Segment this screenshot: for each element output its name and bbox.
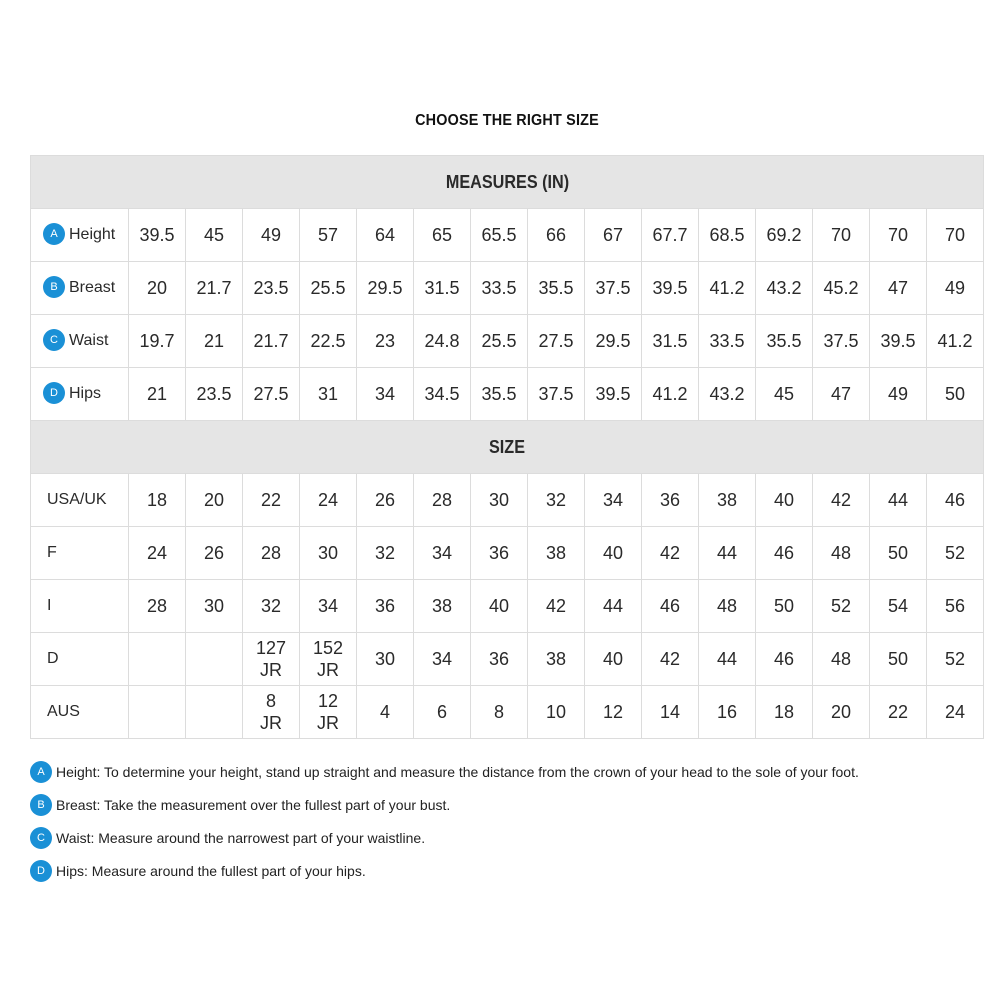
table-cell: 70 xyxy=(927,209,984,262)
table-cell: 18 xyxy=(129,474,186,527)
size-chart-table xyxy=(30,155,984,739)
table-cell: 32 xyxy=(243,580,300,633)
table-cell: 27.5 xyxy=(528,315,585,368)
table-row xyxy=(31,368,984,421)
legend-item xyxy=(30,755,990,788)
table-cell: 54 xyxy=(870,580,927,633)
table-cell: 14 xyxy=(642,686,699,739)
table-cell: 8 xyxy=(471,686,528,739)
table-cell: 24 xyxy=(300,474,357,527)
badge-d-icon: D xyxy=(43,382,65,404)
table-cell: 21.7 xyxy=(186,262,243,315)
table-cell: 44 xyxy=(870,474,927,527)
table-cell: 38 xyxy=(528,527,585,580)
table-cell: 45 xyxy=(186,209,243,262)
table-cell xyxy=(129,633,186,686)
table-cell: 48 xyxy=(699,580,756,633)
badge-a-icon: A xyxy=(30,761,52,783)
table-cell: 45.2 xyxy=(813,262,870,315)
table-cell: 41.2 xyxy=(927,315,984,368)
table-cell: 34 xyxy=(300,580,357,633)
table-cell: 21.7 xyxy=(243,315,300,368)
table-cell: 29.5 xyxy=(357,262,414,315)
row-label-text: Height xyxy=(69,226,116,244)
table-cell: 28 xyxy=(414,474,471,527)
table-cell: 6 xyxy=(414,686,471,739)
table-cell: 50 xyxy=(756,580,813,633)
table-cell: 32 xyxy=(528,474,585,527)
table-cell: 37.5 xyxy=(585,262,642,315)
table-cell: 24.8 xyxy=(414,315,471,368)
table-cell: 49 xyxy=(870,368,927,421)
table-cell: 8 JR xyxy=(243,686,300,739)
table-cell: 49 xyxy=(243,209,300,262)
table-cell: 42 xyxy=(642,527,699,580)
table-cell: 50 xyxy=(870,633,927,686)
table-row xyxy=(31,262,984,315)
table-row xyxy=(31,686,984,739)
table-cell: 42 xyxy=(528,580,585,633)
row-label-text: USA/UK xyxy=(47,491,107,508)
table-cell: 37.5 xyxy=(528,368,585,421)
badge-c-icon: C xyxy=(30,827,52,849)
table-cell xyxy=(129,686,186,739)
table-cell: 37.5 xyxy=(813,315,870,368)
table-cell: 52 xyxy=(927,527,984,580)
table-cell: 23.5 xyxy=(186,368,243,421)
table-cell: 40 xyxy=(756,474,813,527)
table-cell: 48 xyxy=(813,633,870,686)
table-cell: 20 xyxy=(186,474,243,527)
size-row-label xyxy=(31,527,129,580)
legend-text: Height: To determine your height, stand up straight and measure the distance from the crown of your head to the sole of your foot. xyxy=(56,763,859,780)
table-cell: 39.5 xyxy=(870,315,927,368)
table-cell: 22 xyxy=(243,474,300,527)
table-cell: 21 xyxy=(186,315,243,368)
badge-c-icon: C xyxy=(43,329,65,351)
size-header: SIZE xyxy=(31,421,984,474)
table-cell: 36 xyxy=(471,633,528,686)
table-cell: 31.5 xyxy=(642,315,699,368)
table-cell: 31.5 xyxy=(414,262,471,315)
table-cell: 66 xyxy=(528,209,585,262)
table-cell: 21 xyxy=(129,368,186,421)
table-cell: 28 xyxy=(129,580,186,633)
measures-header: MEASURES (IN) xyxy=(31,156,984,209)
measure-row-label xyxy=(31,209,129,262)
table-cell: 24 xyxy=(129,527,186,580)
table-cell: 20 xyxy=(813,686,870,739)
table-cell: 34.5 xyxy=(414,368,471,421)
table-cell: 43.2 xyxy=(756,262,813,315)
badge-b-icon: B xyxy=(43,276,65,298)
table-cell: 50 xyxy=(870,527,927,580)
size-row-label xyxy=(31,686,129,739)
table-cell: 56 xyxy=(927,580,984,633)
table-cell: 35.5 xyxy=(528,262,585,315)
table-cell: 47 xyxy=(870,262,927,315)
table-cell: 39.5 xyxy=(642,262,699,315)
row-label-text: D xyxy=(47,650,59,667)
table-cell: 33.5 xyxy=(471,262,528,315)
table-cell: 32 xyxy=(357,527,414,580)
legend-text: Breast: Take the measurement over the fullest part of your bust. xyxy=(56,796,451,813)
table-cell: 57 xyxy=(300,209,357,262)
table-cell: 29.5 xyxy=(585,315,642,368)
measure-row-label xyxy=(31,368,129,421)
table-cell: 42 xyxy=(813,474,870,527)
table-cell: 33.5 xyxy=(699,315,756,368)
table-cell: 12 JR xyxy=(300,686,357,739)
table-cell: 52 xyxy=(927,633,984,686)
table-cell: 34 xyxy=(414,527,471,580)
measurement-legend xyxy=(30,755,990,887)
table-cell: 64 xyxy=(357,209,414,262)
table-cell: 42 xyxy=(642,633,699,686)
badge-b-icon: B xyxy=(30,794,52,816)
table-cell: 35.5 xyxy=(471,368,528,421)
measures-header-row xyxy=(31,156,984,209)
table-cell: 43.2 xyxy=(699,368,756,421)
legend-text: Waist: Measure around the narrowest part of your waistline. xyxy=(56,829,426,846)
table-cell: 19.7 xyxy=(129,315,186,368)
table-cell: 20 xyxy=(129,262,186,315)
legend-item xyxy=(30,788,990,821)
table-cell: 34 xyxy=(414,633,471,686)
table-cell: 48 xyxy=(813,527,870,580)
table-row xyxy=(31,315,984,368)
table-cell: 30 xyxy=(186,580,243,633)
table-cell: 27.5 xyxy=(243,368,300,421)
row-label-text: Hips xyxy=(69,385,102,403)
table-cell: 16 xyxy=(699,686,756,739)
table-cell: 30 xyxy=(357,633,414,686)
row-label-text: Breast xyxy=(69,279,116,297)
table-cell xyxy=(186,686,243,739)
table-cell: 67 xyxy=(585,209,642,262)
size-header-row xyxy=(31,421,984,474)
table-cell: 70 xyxy=(813,209,870,262)
table-cell: 26 xyxy=(357,474,414,527)
table-row xyxy=(31,474,984,527)
table-cell: 36 xyxy=(642,474,699,527)
table-cell: 68.5 xyxy=(699,209,756,262)
table-cell: 24 xyxy=(927,686,984,739)
table-cell: 44 xyxy=(585,580,642,633)
table-cell: 52 xyxy=(813,580,870,633)
badge-a-icon: A xyxy=(43,223,65,245)
table-cell: 46 xyxy=(756,633,813,686)
table-cell: 69.2 xyxy=(756,209,813,262)
table-cell: 18 xyxy=(756,686,813,739)
table-cell: 65.5 xyxy=(471,209,528,262)
table-row xyxy=(31,633,984,686)
table-cell: 40 xyxy=(471,580,528,633)
table-cell: 28 xyxy=(243,527,300,580)
table-cell: 34 xyxy=(357,368,414,421)
table-cell: 26 xyxy=(186,527,243,580)
table-row xyxy=(31,527,984,580)
table-cell: 38 xyxy=(414,580,471,633)
table-cell: 41.2 xyxy=(699,262,756,315)
table-cell: 41.2 xyxy=(642,368,699,421)
size-row-label xyxy=(31,580,129,633)
table-cell: 23 xyxy=(357,315,414,368)
table-cell: 44 xyxy=(699,633,756,686)
table-cell: 38 xyxy=(699,474,756,527)
table-cell: 46 xyxy=(642,580,699,633)
table-cell: 67.7 xyxy=(642,209,699,262)
legend-text: Hips: Measure around the fullest part of your hips. xyxy=(56,862,366,879)
table-cell: 127 JR xyxy=(243,633,300,686)
table-cell: 36 xyxy=(357,580,414,633)
table-cell: 50 xyxy=(927,368,984,421)
table-cell xyxy=(186,633,243,686)
size-row-label xyxy=(31,474,129,527)
table-cell: 40 xyxy=(585,633,642,686)
table-cell: 35.5 xyxy=(756,315,813,368)
table-cell: 47 xyxy=(813,368,870,421)
table-cell: 49 xyxy=(927,262,984,315)
badge-d-icon: D xyxy=(30,860,52,882)
table-cell: 39.5 xyxy=(585,368,642,421)
table-cell: 70 xyxy=(870,209,927,262)
table-cell: 23.5 xyxy=(243,262,300,315)
table-cell: 12 xyxy=(585,686,642,739)
table-cell: 25.5 xyxy=(300,262,357,315)
table-cell: 38 xyxy=(528,633,585,686)
table-cell: 4 xyxy=(357,686,414,739)
table-cell: 10 xyxy=(528,686,585,739)
table-cell: 40 xyxy=(585,527,642,580)
legend-item xyxy=(30,821,990,854)
row-label-text: I xyxy=(47,597,52,614)
table-cell: 44 xyxy=(699,527,756,580)
table-cell: 46 xyxy=(756,527,813,580)
legend-item xyxy=(30,854,990,887)
measure-row-label xyxy=(31,262,129,315)
row-label-text: AUS xyxy=(47,703,80,720)
table-cell: 22.5 xyxy=(300,315,357,368)
table-cell: 22 xyxy=(870,686,927,739)
row-label-text: F xyxy=(47,544,57,561)
table-cell: 152 JR xyxy=(300,633,357,686)
table-cell: 39.5 xyxy=(129,209,186,262)
table-cell: 36 xyxy=(471,527,528,580)
table-cell: 46 xyxy=(927,474,984,527)
table-cell: 30 xyxy=(300,527,357,580)
table-cell: 30 xyxy=(471,474,528,527)
table-row xyxy=(31,209,984,262)
row-label-text: Waist xyxy=(69,332,109,350)
table-cell: 34 xyxy=(585,474,642,527)
measure-row-label xyxy=(31,315,129,368)
table-cell: 31 xyxy=(300,368,357,421)
table-row xyxy=(31,580,984,633)
table-cell: 25.5 xyxy=(471,315,528,368)
table-cell: 45 xyxy=(756,368,813,421)
page-title: CHOOSE THE RIGHT SIZE xyxy=(415,112,599,129)
table-cell: 65 xyxy=(414,209,471,262)
size-row-label xyxy=(31,633,129,686)
size-chart-body xyxy=(31,156,984,739)
